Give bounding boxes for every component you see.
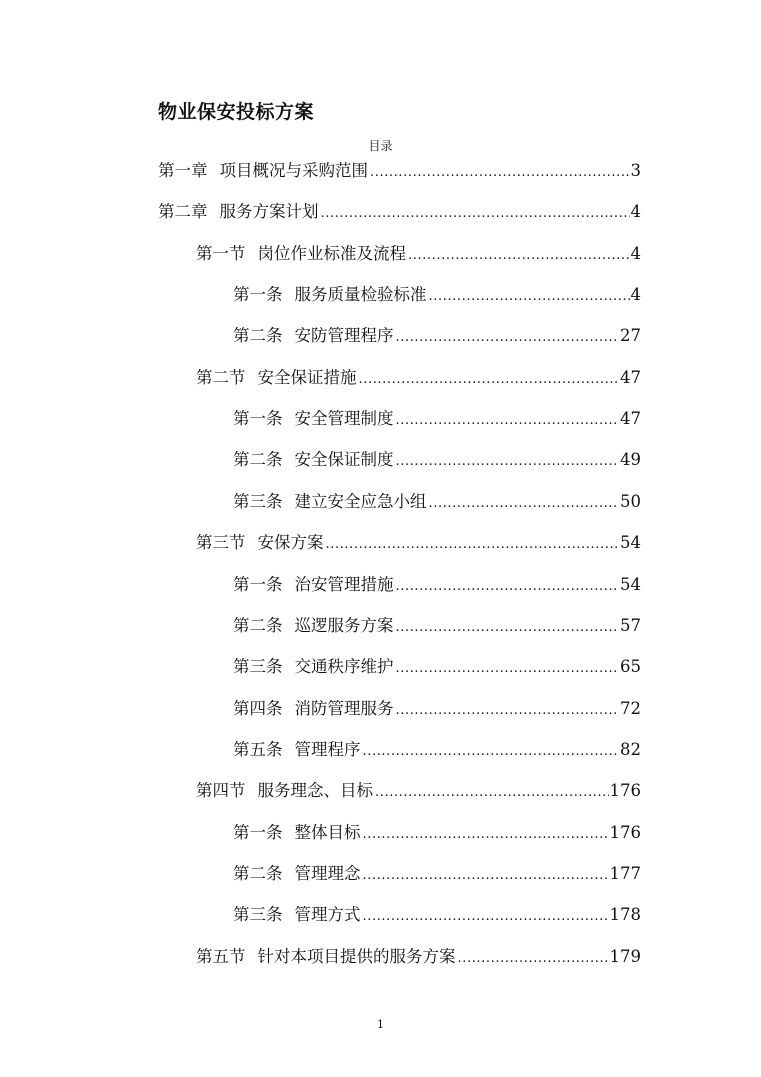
toc-entry[interactable] — [196, 366, 641, 390]
toc-entry-page: 4 — [630, 243, 641, 263]
toc-entry[interactable] — [233, 655, 641, 679]
toc-entry-label: 第一条 — [233, 285, 283, 305]
toc-entry[interactable] — [233, 903, 641, 927]
toc-entry-title: 服务方案计划 — [219, 202, 319, 222]
toc-entry-label: 第二条 — [233, 864, 283, 883]
toc-dot-leader — [363, 864, 609, 888]
toc-entry-page: 4 — [630, 202, 641, 222]
toc-dot-leader — [396, 326, 620, 350]
toc-entry[interactable] — [233, 448, 641, 472]
toc-entry-page: 50 — [620, 491, 641, 511]
toc-entry-label: 第二节 — [196, 367, 246, 387]
toc-dot-leader — [408, 244, 630, 268]
toc-entry-title: 服务理念、目标 — [257, 781, 373, 801]
toc-dot-leader — [429, 285, 630, 309]
toc-entry[interactable] — [158, 159, 641, 183]
toc-entry-label: 第四条 — [233, 698, 283, 718]
toc-dot-leader — [363, 823, 609, 847]
toc-entry-title: 针对本项目提供的服务方案 — [257, 946, 456, 966]
toc-entry-label: 第五条 — [233, 739, 283, 759]
toc-entry-label: 第一条 — [233, 822, 283, 842]
toc-entry[interactable] — [196, 242, 641, 266]
toc-entry-page: 176 — [609, 822, 641, 842]
toc-entry-page: 54 — [620, 533, 641, 553]
toc-entry-title: 管理程序 — [294, 739, 361, 759]
toc-entry-title: 安全管理制度 — [294, 409, 394, 429]
toc-entry-title: 治安管理措施 — [294, 574, 394, 594]
toc-entry-page: 82 — [620, 739, 641, 759]
page-number: 1 — [377, 1018, 384, 1031]
toc-entry-label: 第四节 — [196, 781, 246, 801]
toc-entry-title: 服务质量检验标准 — [294, 285, 427, 305]
toc-entry-title: 安保方案 — [257, 533, 324, 553]
toc-entry-title: 安全保证制度 — [294, 450, 394, 470]
toc-entry-label: 第三节 — [196, 533, 246, 553]
toc-heading: 目录 — [368, 139, 393, 153]
toc-entry[interactable] — [196, 779, 641, 803]
toc-dot-leader — [363, 740, 620, 764]
toc-dot-leader — [321, 202, 630, 226]
toc-entry[interactable] — [233, 573, 641, 597]
toc-entry-label: 第一条 — [233, 574, 283, 594]
toc-entry[interactable] — [233, 862, 641, 886]
toc-entry-page: 47 — [620, 367, 641, 387]
toc-dot-leader — [363, 905, 609, 929]
toc-entry-page: 49 — [620, 450, 641, 470]
toc-dot-leader — [396, 699, 620, 723]
toc-entry[interactable] — [233, 821, 641, 845]
toc-entry-label: 第三条 — [233, 491, 283, 511]
toc-entry-page: 3 — [630, 161, 641, 180]
toc-entry[interactable] — [196, 945, 641, 969]
toc-entry-label: 第二条 — [233, 450, 283, 470]
toc-dot-leader — [359, 368, 620, 392]
toc-dot-leader — [396, 616, 620, 640]
toc-entry[interactable] — [196, 531, 641, 555]
toc-entry[interactable] — [233, 324, 641, 348]
toc-dot-leader — [396, 450, 620, 474]
toc-entry-page: 177 — [609, 864, 641, 883]
toc-entry-label: 第五节 — [196, 946, 246, 966]
toc-entry[interactable] — [233, 697, 641, 721]
toc-entry-title: 岗位作业标准及流程 — [257, 243, 406, 263]
toc-entry-page: 27 — [620, 326, 641, 346]
toc-dot-leader — [458, 947, 609, 971]
toc-dot-leader — [396, 409, 620, 433]
toc-entry-title: 整体目标 — [294, 822, 361, 842]
toc-entry-page: 65 — [620, 657, 641, 677]
toc-entry-title: 管理方式 — [294, 905, 361, 925]
toc-entry-page: 72 — [620, 698, 641, 718]
toc-dot-leader — [375, 781, 609, 805]
toc-dot-leader — [370, 161, 630, 185]
toc-dot-leader — [396, 657, 620, 681]
toc-entry-title: 管理理念 — [294, 864, 361, 883]
toc-entry-label: 第一章 — [158, 161, 208, 180]
toc-entry-label: 第一条 — [233, 409, 283, 429]
toc-entry[interactable] — [233, 738, 641, 762]
toc-entry-label: 第二章 — [158, 202, 208, 222]
toc-entry-page: 176 — [609, 781, 641, 801]
toc-entry-page: 4 — [630, 285, 641, 305]
toc-entry-title: 项目概况与采购范围 — [219, 161, 368, 180]
toc-entry[interactable] — [233, 490, 641, 514]
toc-entry[interactable] — [233, 614, 641, 638]
toc-dot-leader — [396, 575, 620, 599]
toc-entry-title: 安全保证措施 — [257, 367, 357, 387]
toc-entry-label: 第三条 — [233, 657, 283, 677]
document-title: 物业保安投标方案 — [158, 101, 315, 123]
toc-entry[interactable] — [158, 200, 641, 224]
toc-entry-page: 57 — [620, 615, 641, 635]
toc-entry-title: 消防管理服务 — [294, 698, 394, 718]
toc-entry-title: 交通秩序维护 — [294, 657, 394, 677]
toc-entry[interactable] — [233, 407, 641, 431]
toc-entry-page: 54 — [620, 574, 641, 594]
toc-entry-page: 47 — [620, 409, 641, 429]
toc-entry-title: 巡逻服务方案 — [294, 615, 394, 635]
toc-dot-leader — [326, 533, 620, 557]
toc-entry[interactable] — [233, 283, 641, 307]
toc-entry-label: 第三条 — [233, 905, 283, 925]
toc-entry-page: 179 — [609, 946, 641, 966]
toc-dot-leader — [429, 492, 620, 516]
toc-entry-page: 178 — [609, 905, 641, 925]
toc-entry-label: 第二条 — [233, 326, 283, 346]
toc-entry-label: 第二条 — [233, 615, 283, 635]
toc-entry-title: 安防管理程序 — [294, 326, 394, 346]
toc-entry-title: 建立安全应急小组 — [294, 491, 427, 511]
toc-entry-label: 第一节 — [196, 243, 246, 263]
